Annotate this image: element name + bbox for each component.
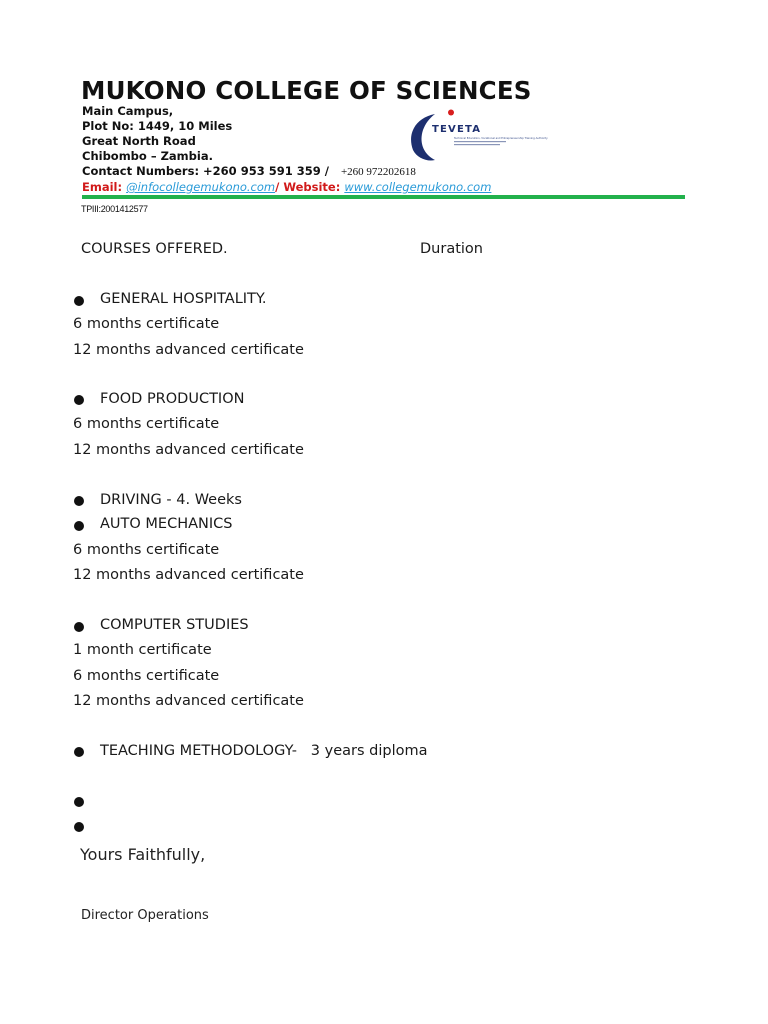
bullet: [74, 797, 84, 807]
course-duration: 12 months advanced certificate: [73, 442, 304, 458]
course-duration: 12 months advanced certificate: [73, 567, 304, 583]
contact-numbers: [82, 164, 416, 180]
address-line-3: Great North Road: [82, 134, 196, 148]
signatory: Director Operations: [81, 908, 209, 923]
website-label: / Website:: [275, 180, 341, 194]
bullet: [74, 622, 84, 632]
email-link[interactable]: @infocollegemukono.com: [126, 180, 276, 194]
course-duration: 12 months advanced certificate: [73, 693, 304, 709]
website-link[interactable]: www.collegemukono.com: [344, 180, 492, 194]
contact-primary: Contact Numbers: +260 953 591 359 /: [82, 164, 329, 178]
course-name: GENERAL HOSPITALITY.: [100, 291, 267, 307]
course-duration: 6 months certificate: [73, 316, 220, 332]
signoff: Yours Faithfully,: [80, 845, 206, 864]
course-name: FOOD PRODUCTION: [100, 391, 245, 407]
address-line-2: Plot No: 1449, 10 Miles: [82, 119, 233, 133]
college-name: MUKONO COLLEGE OF SCIENCES: [81, 76, 532, 105]
bullet: [74, 747, 84, 757]
bullet: [74, 521, 84, 531]
email-website-line: [82, 180, 491, 194]
course-name: DRIVING - 4. Weeks: [100, 492, 242, 508]
email-label: Email:: [82, 180, 123, 194]
contact-alt: +260 972202618: [340, 166, 416, 178]
course-name: AUTO MECHANICS: [100, 516, 233, 532]
logo-wordmark: TEVETA: [432, 124, 482, 135]
course-duration: 6 months certificate: [73, 542, 220, 558]
bullet: [74, 296, 84, 306]
logo-subtitle: Technical Education, Vocational and Entrepreneurship Training Authority: [454, 137, 548, 140]
duration-heading: Duration: [420, 241, 483, 257]
course-name: COMPUTER STUDIES: [100, 617, 249, 633]
course-duration: 1 month certificate: [73, 642, 212, 658]
teveta-logo: [405, 108, 548, 166]
course-name: TEACHING METHODOLOGY- 3 years diploma: [100, 743, 428, 759]
courses-heading: COURSES OFFERED.: [81, 241, 228, 257]
course-duration: 12 months advanced certificate: [73, 342, 304, 358]
course-duration: 6 months certificate: [73, 416, 220, 432]
header-divider: [82, 195, 685, 199]
bullet: [74, 395, 84, 405]
address-line-4: Chibombo – Zambia.: [82, 149, 213, 163]
course-duration: 6 months certificate: [73, 668, 220, 684]
tpin: TPIII:2001412577: [81, 204, 148, 214]
address-line-1: Main Campus,: [82, 104, 174, 118]
bullet: [74, 496, 84, 506]
bullet: [74, 822, 84, 832]
